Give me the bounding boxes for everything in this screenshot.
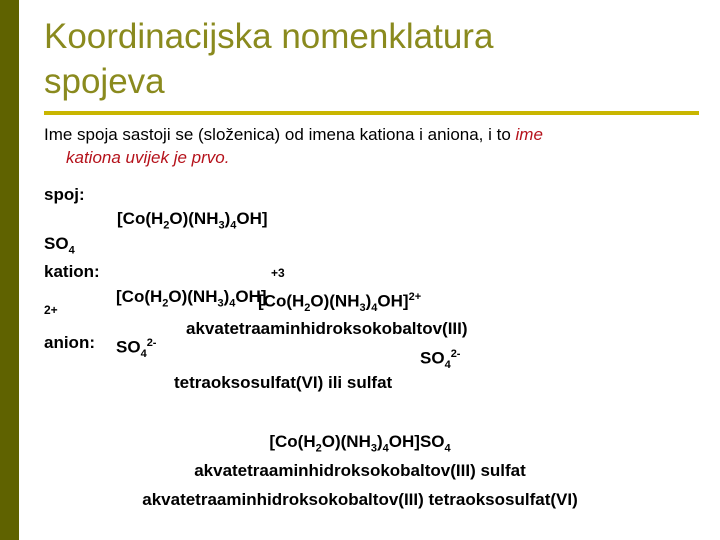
charge-2plus: 2+ <box>44 303 58 317</box>
title-line-2: spojeva <box>44 62 165 101</box>
anion-name: tetraoksosulfat(VI) ili sulfat <box>174 373 393 392</box>
title-divider <box>44 111 699 115</box>
label-anion: anion: <box>44 333 95 352</box>
compound-formula: $[Co(H_2O)(NH_3)_4OH]$ <box>117 209 268 232</box>
anion-formula: $SO_4^{2-}$ <box>116 337 157 361</box>
intro-text: Ime spoja sastoji se (složenica) od imena kationa i aniona, i to <box>44 125 516 144</box>
sidebar-bar <box>0 0 19 540</box>
kation-name: akvatetraaminhidroksokobaltov(III) <box>186 319 468 338</box>
intro-highlight-2: kationa uvijek je prvo. <box>66 148 230 167</box>
slide-title <box>44 14 704 104</box>
intro-paragraph <box>44 123 684 169</box>
kation-formula: $[Co(H_2O)(NH_3)_4OH]$ <box>116 287 267 310</box>
title-line-1: Koordinacijska nomenklatura <box>44 17 494 56</box>
charge-plus-3: +3 <box>271 266 285 280</box>
final-name-1: akvatetraaminhidroksokobaltov(III) sulfat <box>194 461 526 480</box>
kation-formula-overlap: $[Co(H_2O)(NH_3)_4OH]^{2+}$ <box>258 291 422 315</box>
label-spoj: spoj: <box>44 185 85 204</box>
intro-highlight-1: ime <box>515 125 543 144</box>
anion-formula-right: $SO_4^{2-}$ <box>420 348 461 372</box>
label-kation: kation: <box>44 262 100 281</box>
label-so4: $SO_4$ <box>44 234 75 257</box>
final-formula: $[Co(H_2O)(NH_3)_4OH]SO_4$ <box>269 432 451 455</box>
final-name-2: akvatetraaminhidroksokobaltov(III) tetraoksosulfat(VI) <box>142 490 578 509</box>
